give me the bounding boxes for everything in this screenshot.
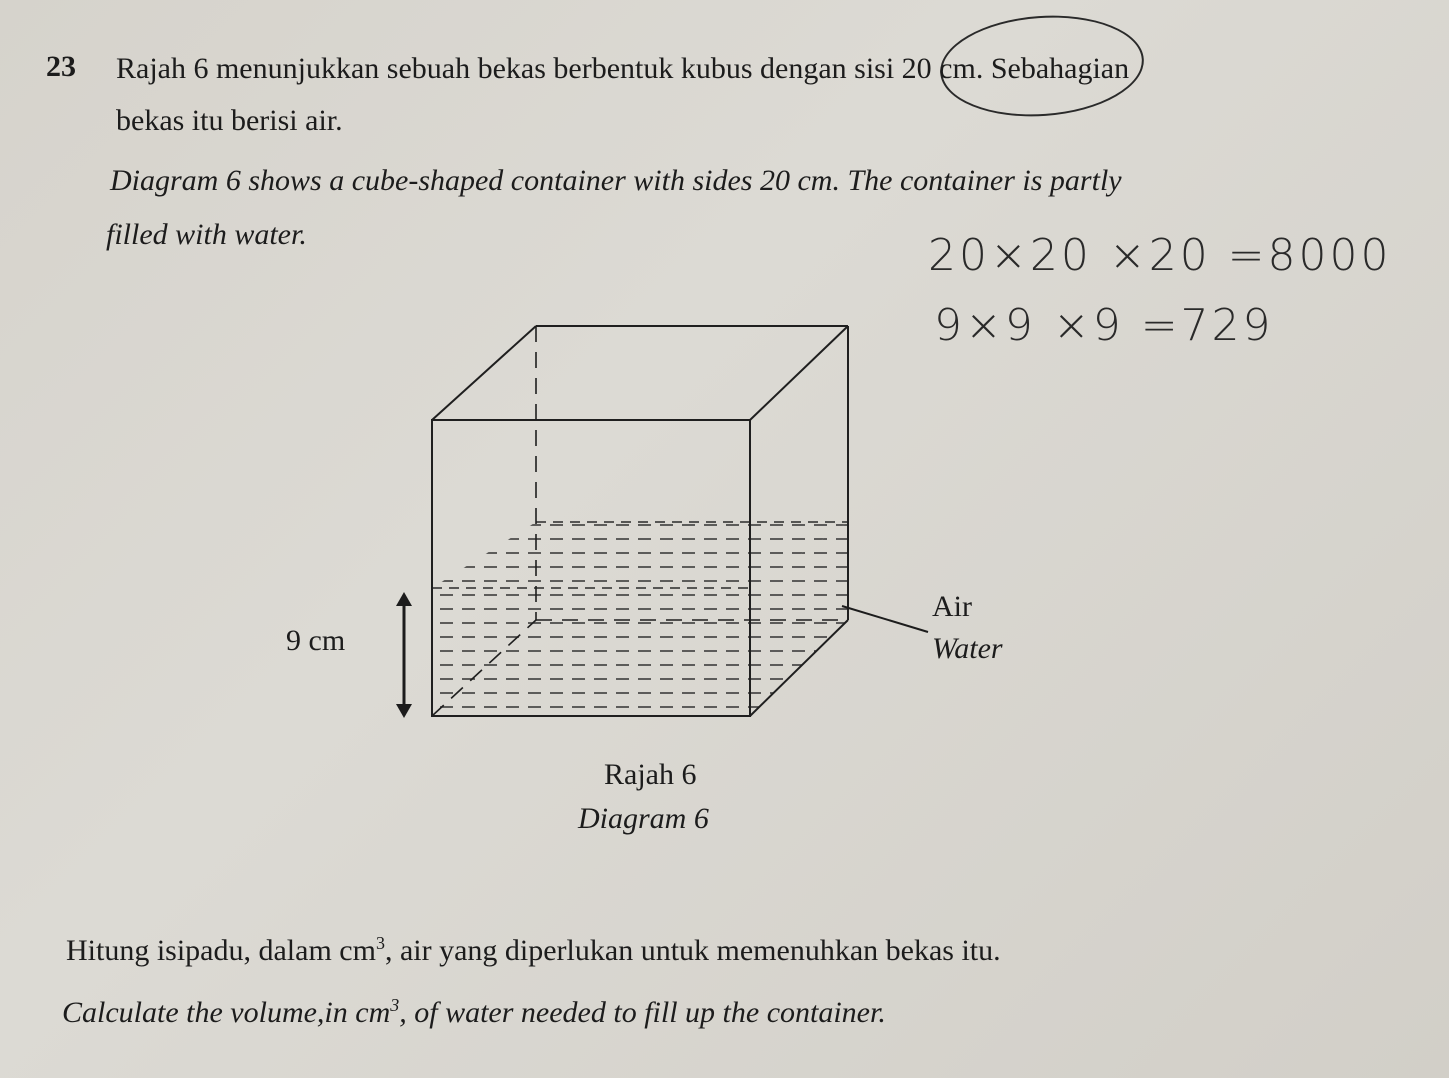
diagram-caption-english: Diagram 6 — [578, 802, 709, 835]
task-malay-text-after: , air yang diperlukan untuk memenuhkan bekas itu. — [384, 934, 1001, 967]
water-pointer-line — [842, 606, 928, 632]
cube-container-diagram — [270, 310, 1050, 730]
diagram-caption-malay: Rajah 6 — [604, 758, 697, 791]
task-english-unit-power: 3 — [390, 995, 400, 1015]
question-number: 23 — [46, 50, 76, 83]
task-english-unit: cm — [355, 996, 391, 1029]
english-intro-line-1: Diagram 6 shows a cube-shaped container with sides 20 cm. The container is partly — [110, 164, 1122, 197]
task-english-text-before: Calculate the volume,in — [62, 996, 356, 1029]
task-malay-unit: cm — [339, 934, 376, 967]
english-intro-line-2: filled with water. — [106, 218, 307, 251]
handwritten-working-line-2: 9×9 ×9 =729 — [934, 300, 1274, 351]
task-malay-unit-power: 3 — [375, 933, 385, 953]
water-fill — [432, 522, 848, 716]
height-label: 9 cm — [286, 624, 346, 657]
label-air: Air — [932, 590, 972, 623]
task-english — [62, 996, 886, 1030]
task-english-text-after: , of water needed to fill up the container. — [399, 996, 886, 1029]
malay-intro-line-1: Rajah 6 menunjukkan sebuah bekas berbentuk kubus dengan sisi 20 cm. Sebahagian — [116, 52, 1130, 85]
task-malay-text-before: Hitung isipadu, dalam — [66, 934, 340, 967]
task-malay — [66, 934, 1001, 968]
height-arrow — [396, 592, 412, 718]
label-water: Water — [932, 632, 1003, 665]
malay-intro-line-2: bekas itu berisi air. — [116, 104, 343, 137]
handwritten-working-line-1: 20×20 ×20 =8000 — [928, 230, 1392, 281]
